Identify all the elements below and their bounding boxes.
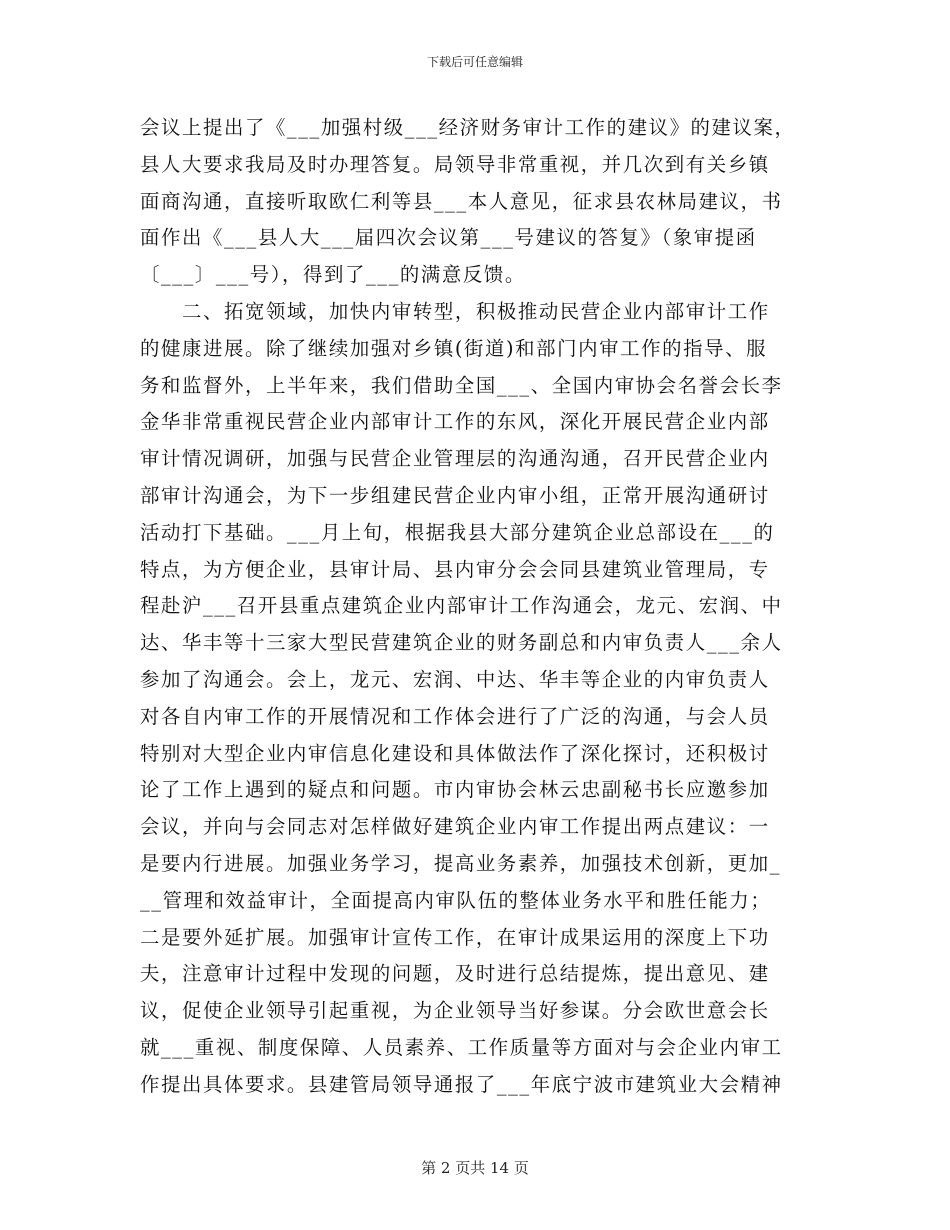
body-line: __管理和效益审计，全面提高内审队伍的整体业务水平和胜任能力； (140, 888, 772, 912)
body-line: 就___重视、制度保障、人员素养、工作质量等方面对与会企业内审工 (140, 1035, 783, 1059)
body-line: 论了工作上遇到的疑点和问题。市内审协会林云忠副秘书长应邀参加 (140, 778, 770, 802)
page-number: 第 2 页共 14 页 (421, 1159, 529, 1177)
body-line: 达、华丰等十三家大型民营建筑企业的财务副总和内审负责人___余人 (140, 631, 783, 655)
body-line: 对各自内审工作的开展情况和工作体会进行了广泛的沟通，与会人员 (140, 704, 770, 728)
body-line: 会议，并向与会同志对怎样做好建筑企业内审工作提出两点建议：一 (140, 815, 770, 839)
body-line: 活动打下基础。___月上旬，根据我县大部分建筑企业总部设在___的 (140, 520, 775, 544)
body-line: 面商沟通，直接听取欧仁利等县___本人意见，征求县农林局建议，书 (140, 189, 783, 213)
body-line: 特点，为方便企业，县审计局、县内审分会会同县建筑业管理局，专 (140, 557, 770, 581)
body-line: 议，促使企业领导引起重视，为企业领导当好参谋。分会欧世意会长 (140, 999, 770, 1023)
body-line: 作提出具体要求。县建管局领导通报了___年底宁波市建筑业大会精神 (140, 1072, 783, 1096)
body-line: 部审计沟通会，为下一步组建民营企业内审小组，正常开展沟通研讨 (140, 483, 770, 507)
body-line: 特别对大型企业内审信息化建设和具体做法作了深化探讨，还积极讨 (140, 741, 770, 765)
body-line: 程赴沪___召开县重点建筑企业内部审计工作沟通会，龙元、宏润、中 (140, 594, 783, 618)
body-line: 〔___〕___号），得到了___的满意反馈。 (140, 263, 526, 287)
body-line: 是要内行进展。加强业务学习，提高业务素养，加强技术创新，更加_ (140, 851, 782, 875)
body-line: 审计情况调研，加强与民营企业管理层的沟通沟通，召开民营企业内 (140, 447, 770, 471)
body-line: 务和监督外，上半年来，我们借助全国___、全国内审协会名誉会长李 (140, 373, 783, 397)
body-line: 夫，注意审计过程中发现的问题，及时进行总结提炼，提出意见、建 (140, 962, 770, 986)
body-line: 二是要外延扩展。加强审计宣传工作，在审计成果运用的深度上下功 (140, 925, 770, 949)
document-body (140, 110, 812, 1104)
body-line: 面作出《___县人大___届四次会议第___号建议的答复》（象审提函 (140, 226, 757, 250)
body-line: 会议上提出了《___加强村级___经济财务审计工作的建议》的建议案， (140, 116, 796, 139)
page-header-note: 下载后可任意编辑 (426, 55, 523, 69)
body-line: 的健康进展。除了继续加强对乡镇(街道)和部门内审工作的指导、服 (140, 336, 768, 360)
body-line: 二、拓宽领域，加快内审转型，积极推动民营企业内部审计工作 (140, 299, 770, 323)
body-line: 县人大要求我局及时办理答复。局领导非常重视，并几次到有关乡镇 (140, 152, 770, 176)
body-line: 金华非常重视民营企业内部审计工作的东风，深化开展民营企业内部 (140, 410, 770, 434)
body-line: 参加了沟通会。会上，龙元、宏润、中达、华丰等企业的内审负责人 (140, 667, 770, 691)
